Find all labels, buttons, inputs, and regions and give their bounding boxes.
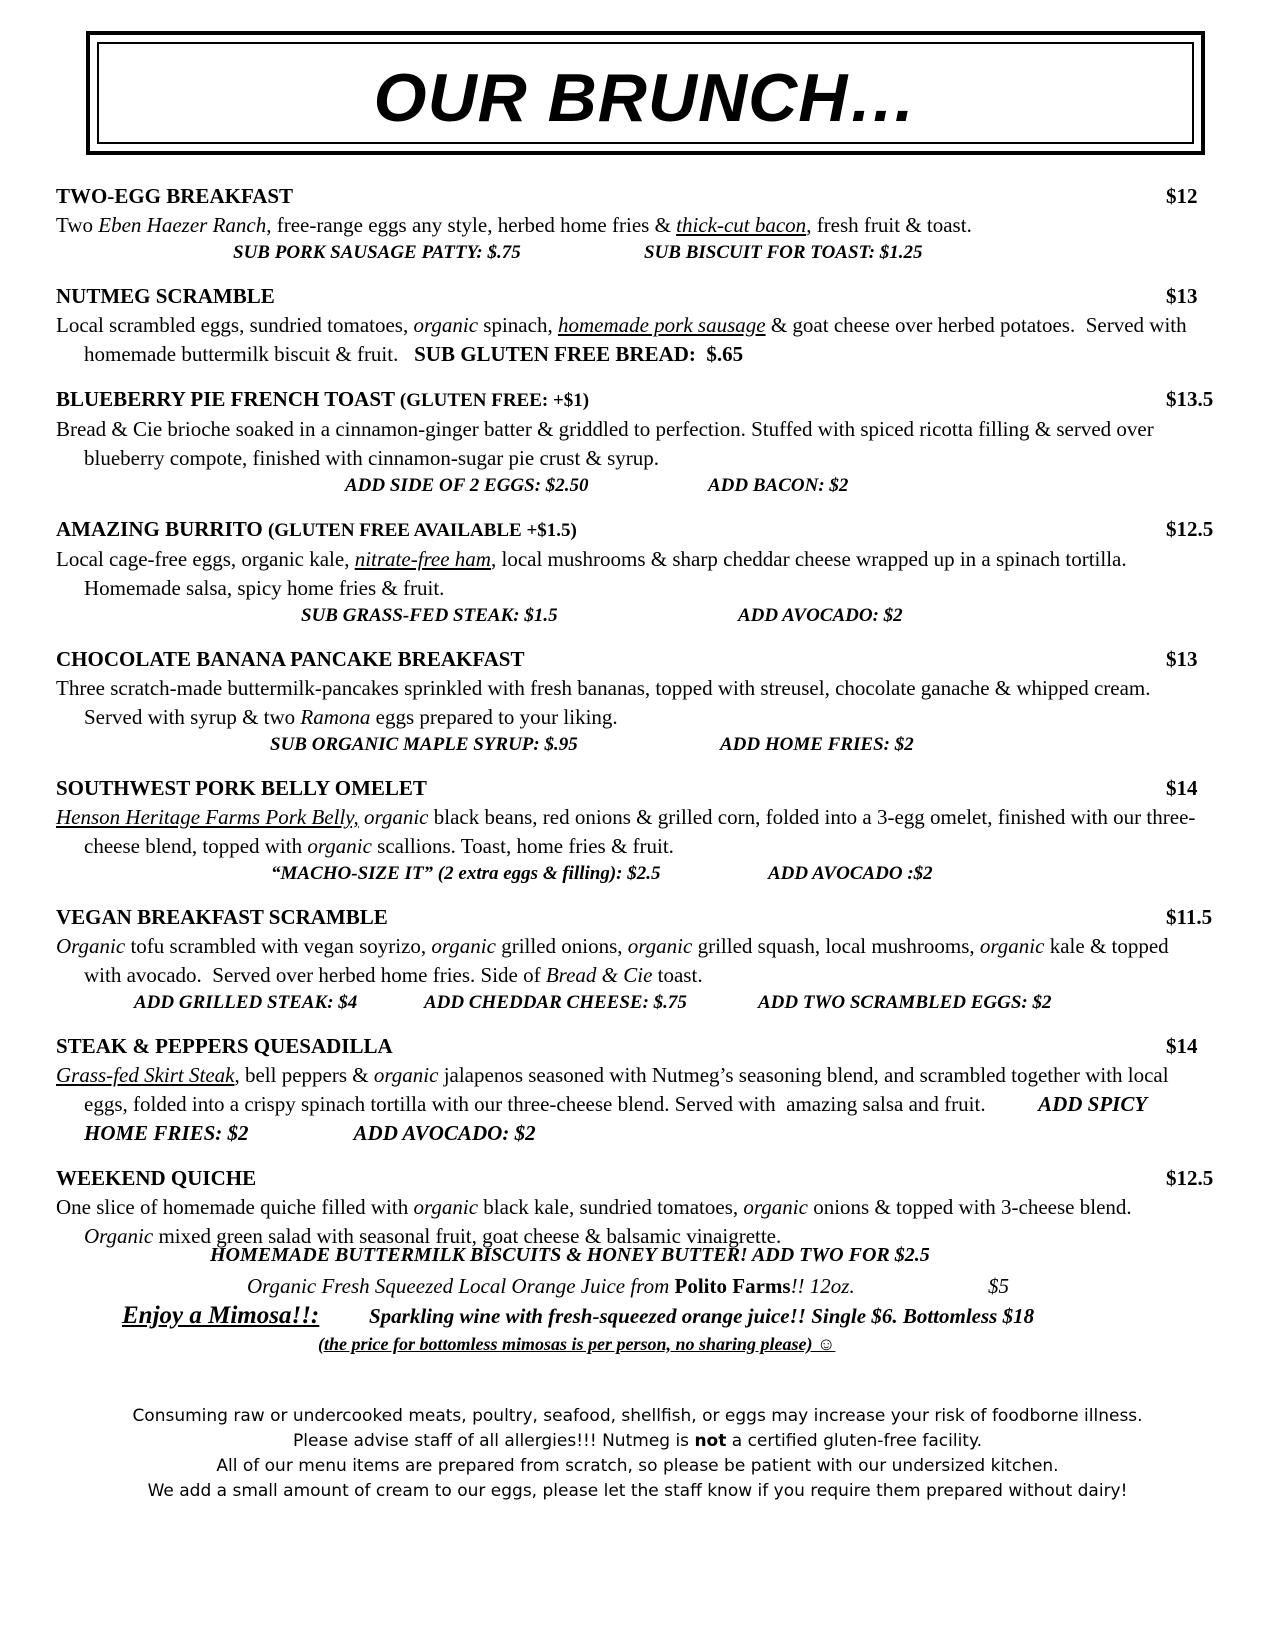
menu-item-price: $11.5 <box>1166 905 1213 929</box>
addon-option: ADD HOME FRIES: $2 <box>720 734 914 755</box>
mimosa-note: (the price for bottomless mimosas is per person, no sharing please) ☺ <box>318 1334 836 1354</box>
mimosa-text: Sparkling wine with fresh-squeezed orange juice!! Single $6. Bottomless $18 <box>369 1304 1035 1328</box>
menu-item-name <box>56 182 293 211</box>
menu-item-price: $13 <box>1166 284 1198 308</box>
menu-item-addons <box>56 861 1226 887</box>
title-frame <box>86 31 1205 155</box>
addon-option: SUB GRASS-FED STEAK: $1.5 <box>301 605 558 626</box>
addon-option: SUB PORK SAUSAGE PATTY: $.75 <box>233 242 521 263</box>
menu-item-price: $13.5 <box>1166 387 1214 411</box>
menu-item-price: $14 <box>1166 776 1198 800</box>
menu-item <box>56 515 1226 629</box>
menu-list <box>56 182 1226 1267</box>
oj-price: $5 <box>988 1274 1009 1298</box>
menu-item-title: AMAZING BURRITO <box>56 517 263 541</box>
menu-item-title: STEAK & PEPPERS QUESADILLA <box>56 1034 393 1058</box>
menu-item-description: Bread & Cie brioche soaked in a cinnamon-ginger batter & griddled to perfection. Stuffed with spiced ricotta filling & served over blueberry compote, finished with cinnamon-sugar pie crust & syrup. <box>56 417 1159 470</box>
menu-item-addons <box>56 990 1226 1016</box>
menu-item-description: One slice of homemade quiche filled with organic black kale, sundried tomatoes, organic onions & topped with 3-cheese blend. Organic mixed green salad with seasonal fruit, goat cheese & balsamic vinaigrette. <box>56 1195 1143 1248</box>
menu-item <box>56 1164 1226 1251</box>
allergy-footer <box>0 1404 1275 1504</box>
mimosa-title: Enjoy a Mimosa!!: <box>122 1302 320 1329</box>
menu-item-name <box>56 515 577 545</box>
addon-option: ADD AVOCADO :$2 <box>768 863 933 884</box>
footer-line-2 <box>0 1429 1275 1454</box>
footer-line-4: We add a small amount of cream to our eggs, please let the staff know if you require them prepared without dairy! <box>147 1481 1128 1501</box>
menu-item-header <box>56 182 1226 211</box>
footer-line-2-b: not <box>694 1431 727 1451</box>
menu-item-description: Local cage-free eggs, organic kale, nitrate-free ham, local mushrooms & sharp cheddar cheese wrapped up in a spinach tortilla. Homemade salsa, spicy home fries & fruit. <box>56 547 1138 600</box>
menu-item-price: $12 <box>1166 184 1198 208</box>
menu-item-header <box>56 515 1226 545</box>
footer-line-2-a: Please advise staff of all allergies!!! Nutmeg is <box>292 1431 695 1451</box>
menu-item-name <box>56 774 427 803</box>
menu-item-note: (GLUTEN FREE AVAILABLE +$1.5) <box>267 520 577 541</box>
addon-option: ADD CHEDDAR CHEESE: $.75 <box>424 992 687 1013</box>
menu-item-addons <box>56 603 1226 629</box>
oj-farm: Polito Farms <box>674 1274 791 1298</box>
menu-item-description: Two Eben Haezer Ranch, free-range eggs any style, herbed home fries & thick-cut bacon, fresh fruit & toast. <box>56 213 972 237</box>
menu-item-header <box>56 645 1226 674</box>
footer-line-3: All of our menu items are prepared from scratch, so please be patient with our undersized kitchen. <box>216 1456 1059 1476</box>
menu-item-name <box>56 1032 393 1061</box>
mimosa-offer <box>122 1302 1035 1330</box>
menu-item-description: Grass-fed Skirt Steak, bell peppers & organic jalapenos seasoned with Nutmeg’s seasoning blend, and scrambled together with local eggs, folded into a crispy spinach tortilla with our three-cheese blend. Served with amazing salsa and fruit. ADD SPICY HOME FRIES: $2 ADD AVOCADO: $2 <box>56 1063 1174 1145</box>
menu-item-header <box>56 1032 1226 1061</box>
menu-item-title: NUTMEG SCRAMBLE <box>56 284 275 308</box>
menu-item <box>56 385 1226 499</box>
menu-item-header <box>56 282 1226 311</box>
menu-item-title: SOUTHWEST PORK BELLY OMELET <box>56 776 427 800</box>
menu-item-price: $12.5 <box>1166 517 1214 541</box>
menu-item <box>56 182 1226 266</box>
menu-item-title: BLUEBERRY PIE FRENCH TOAST <box>56 387 395 411</box>
menu-item-price: $14 <box>1166 1034 1198 1058</box>
menu-item-header <box>56 385 1226 415</box>
addon-option: SUB ORGANIC MAPLE SYRUP: $.95 <box>270 734 578 755</box>
menu-item-title: WEEKEND QUICHE <box>56 1166 257 1190</box>
oj-tail: !! 12oz. <box>790 1274 855 1298</box>
biscuits-offer: HOMEMADE BUTTERMILK BISCUITS & HONEY BUTTER! ADD TWO FOR $2.5 <box>210 1244 930 1266</box>
menu-item <box>56 645 1226 758</box>
menu-item-title: CHOCOLATE BANANA PANCAKE BREAKFAST <box>56 647 525 671</box>
menu-item-name <box>56 1164 256 1193</box>
menu-item <box>56 903 1226 1016</box>
menu-item-title: VEGAN BREAKFAST SCRAMBLE <box>56 905 388 929</box>
menu-item-name <box>56 282 275 311</box>
footer-line-2-c: a certified gluten-free facility. <box>726 1431 982 1451</box>
menu-item-price: $13 <box>1166 647 1198 671</box>
addon-option: ADD AVOCADO: $2 <box>738 605 903 626</box>
menu-item <box>56 282 1226 369</box>
menu-item-name <box>56 645 524 674</box>
menu-item-description: Local scrambled eggs, sundried tomatoes, organic spinach, homemade pork sausage & goat cheese over herbed potatoes. Served with homemade buttermilk biscuit & fruit. SUB GLUTEN FREE BREAD: $.65 <box>56 313 1192 366</box>
menu-item-header <box>56 903 1226 932</box>
addon-option: ADD TWO SCRAMBLED EGGS: $2 <box>758 992 1052 1013</box>
footer-line-1: Consuming raw or undercooked meats, poultry, seafood, shellfish, or eggs may increase your risk of foodborne illness. <box>132 1406 1143 1426</box>
menu-item-title: TWO-EGG BREAKFAST <box>56 184 294 208</box>
addon-option: ADD BACON: $2 <box>708 475 849 496</box>
page-title: OUR BRUNCH… <box>373 60 918 136</box>
menu-item-description: Organic tofu scrambled with vegan soyrizo, organic grilled onions, organic grilled squash, local mushrooms, organic kale & topped with avocado. Served over herbed home fries. Side of Bread & Cie toast. <box>56 934 1174 987</box>
addon-option: ADD SIDE OF 2 EGGS: $2.50 <box>345 475 589 496</box>
menu-item-addons <box>56 473 1226 499</box>
menu-item-description: Henson Heritage Farms Pork Belly, organic black beans, red onions & grilled corn, folded into a 3-egg omelet, finished with our three-cheese blend, topped with organic scallions. Toast, home fries & fruit. <box>56 805 1196 858</box>
menu-item-header <box>56 774 1226 803</box>
addon-option: SUB BISCUIT FOR TOAST: $1.25 <box>644 242 923 263</box>
menu-item-header <box>56 1164 1226 1193</box>
menu-item <box>56 774 1226 887</box>
addon-option: “MACHO-SIZE IT” (2 extra eggs & filling): $2.5 <box>271 863 661 884</box>
menu-item-description: Three scratch-made buttermilk-pancakes sprinkled with fresh bananas, topped with streusel, chocolate ganache & whipped cream. Served with syrup & two Ramona eggs prepared to your liking. <box>56 676 1156 729</box>
menu-item-price: $12.5 <box>1166 1166 1214 1190</box>
menu-item-addons <box>56 732 1226 758</box>
menu-item-name <box>56 385 589 415</box>
title-frame-inner <box>97 42 1194 144</box>
menu-item-note: (GLUTEN FREE: +$1) <box>399 390 590 411</box>
menu-item-name <box>56 903 388 932</box>
oj-text: Organic Fresh Squeezed Local Orange Juice from <box>247 1274 675 1298</box>
menu-item <box>56 1032 1226 1148</box>
addon-option: ADD GRILLED STEAK: $4 <box>134 992 358 1013</box>
orange-juice-offer <box>247 1274 1009 1299</box>
menu-item-addons <box>56 240 1226 266</box>
